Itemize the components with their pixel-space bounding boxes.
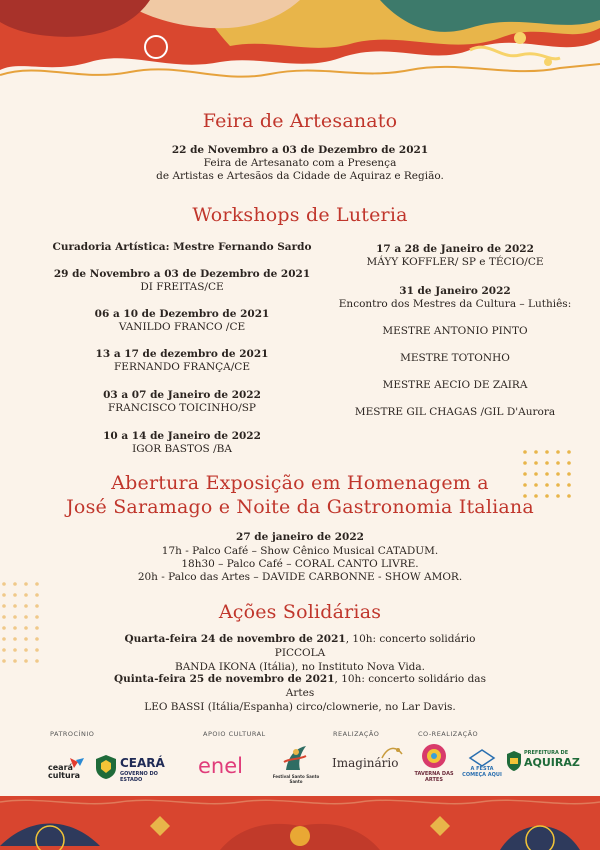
acoes-item-1-line2: BANDA IKONA (Itália), no Instituto Nova Vida. [175,661,425,673]
aquiraz-logo [506,750,580,780]
workshop-right-date-2: 31 de Janeiro 2022 [399,285,511,297]
acoes-item-2 [100,672,500,714]
aquiraz-text: AQUIRAZ [524,756,580,769]
ceara-cultura-text: ceará cultura [48,763,81,780]
top-decorative-banner [0,0,600,95]
workshop-right-name-1: MÁYY KOFFLER/ SP e TÉCIO/CE [366,256,544,268]
workshop-date-2: 06 a 10 de Dezembro de 2021 [94,308,270,320]
taverna-logo [414,742,454,786]
festival-text: Festival Santo Santo Santo [272,774,320,784]
festa-comeca-logo [464,748,500,784]
label-corealizacao: CO-REALIZAÇÃO [418,730,479,738]
imaginario-text: Imaginário [332,756,399,770]
taverna-text: TAVERNA DAS ARTES [414,771,454,783]
mestre-4: MESTRE GIL CHAGAS /GIL D'Aurora [354,406,556,418]
workshop-date-3: 13 a 17 de dezembro de 2021 [95,348,269,360]
acoes-item-2-rest: , 10h: concerto solidário das Artes [285,673,486,699]
ceara-text: CEARÁ [120,756,165,770]
workshop-name-1: DI FREITAS/CE [140,281,224,293]
feira-desc-2: de Artistas e Artesãos da Cidade de Aquiraz e Região. [156,170,444,182]
ceara-cultura-logo [48,756,88,782]
bottom-banner-art [0,796,600,850]
label-patrocinio: PATROCÍNIO [50,730,95,738]
label-apoio: APOIO CULTURAL [203,730,266,738]
abertura-date: 27 de janeiro de 2022 [236,531,364,543]
curadoria-text: Curadoria Artística: Mestre Fernando Sardo [52,241,312,253]
top-banner-art [0,0,600,95]
enel-logo [198,754,268,780]
dot-grid-left [0,580,50,674]
workshop-name-3: FERNANDO FRANÇA/CE [114,361,250,373]
workshop-name-2: VANILDO FRANCO /CE [118,321,246,333]
workshop-right-date-1: 17 a 28 de Janeiro de 2022 [376,243,534,255]
workshop-date-4: 03 a 07 de Janeiro de 2022 [103,389,261,401]
acoes-title: Ações Solidárias [218,601,382,623]
mestre-3: MESTRE AECIO DE ZAIRA [382,379,528,391]
enel-text: enel [198,754,243,778]
feira-dates: 22 de Novembro a 03 de Dezembro de 2021 [171,144,429,156]
acoes-item-1 [100,632,500,674]
acoes-item-2-line2: LEO BASSI (Itália/Espanha) circo/clownerie, no Lar Davis. [144,701,456,713]
mestre-1: MESTRE ANTONIO PINTO [382,325,528,337]
workshop-name-4: FRANCISCO TOICINHO/SP [107,402,256,414]
acoes-item-2-date: Quinta-feira 25 de novembro de 2021 [114,673,335,685]
workshops-title: Workshops de Luteria [192,204,408,226]
workshop-date-5: 10 a 14 de Janeiro de 2022 [103,430,261,442]
acoes-item-1-rest: , 10h: concerto solidário PICCOLA [274,633,476,659]
acoes-item-1-date: Quarta-feira 24 de novembro de 2021 [124,633,346,645]
label-realizacao: REALIZAÇÃO [333,730,380,738]
abertura-title-2: José Saramago e Noite da Gastronomia Italiana [66,496,534,518]
governo-ceara-logo [95,754,177,782]
abertura-line-1: 17h - Palco Café – Show Cênico Musical CATADUM. [161,545,439,557]
festival-logo [272,742,320,786]
abertura-line-2: 18h30 – Palco Café – CORAL CANTO LIVRE. [181,558,419,570]
feira-desc-1: Feira de Artesanato com a Presença [203,157,397,169]
prefeitura-text: PREFEITURA DE [524,750,569,756]
encontro-text: Encontro dos Mestres da Cultura – Luthiês: [338,298,572,310]
workshop-date-1: 29 de Novembro a 03 de Dezembro de 2021 [53,268,311,280]
abertura-line-3: 20h - Palco das Artes – DAVIDE CARBONNE - SHOW AMOR. [137,571,463,583]
workshop-name-5: IGOR BASTOS /BA [132,443,232,455]
feira-title: Feira de Artesanato [202,110,398,132]
abertura-title-1: Abertura Exposição em Homenagem a [111,472,489,494]
bottom-decorative-banner [0,796,600,850]
governo-text: GOVERNO DO ESTADO [120,771,158,783]
mestre-2: MESTRE TOTONHO [400,352,510,364]
festa-comeca-text: A FESTA COMEÇA AQUI [462,766,502,778]
imaginario-logo [332,744,408,780]
